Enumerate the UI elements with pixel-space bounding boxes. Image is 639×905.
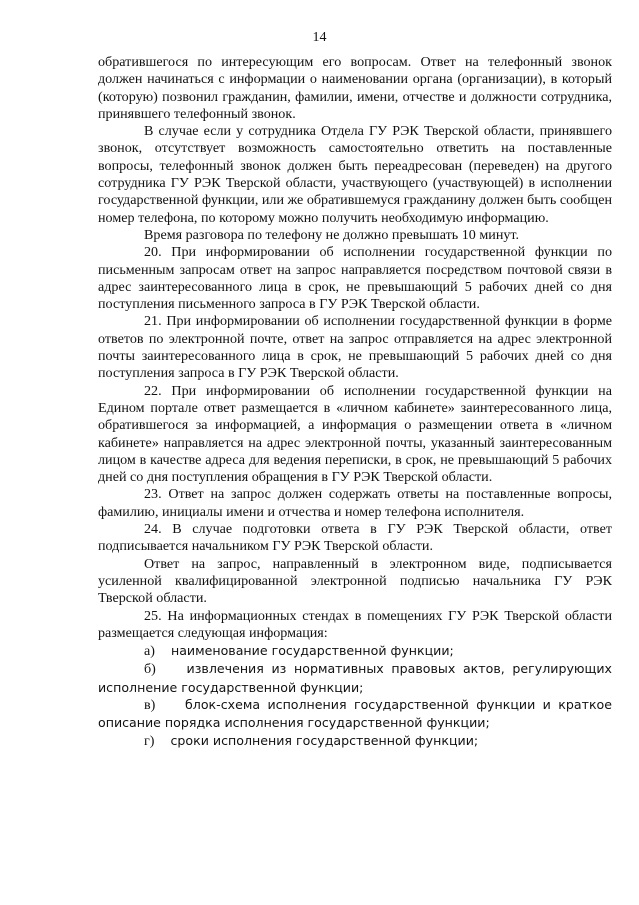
list-marker: б) — [144, 661, 156, 678]
paragraph-continuation: обратившегося по интересующим его вопросам. Ответ на телефонный звонок должен начинаться с информации о наименовании органа (организации), в который (которую) позвонил гражданин, фамилии, имени, отчестве и должности сотрудника, принявшего телефонный звонок. — [98, 54, 612, 122]
paragraph-item-20: 20. При информировании об исполнении государственной функции по письменным запросам ответ на запрос направляется посредством почтовой связи в адрес заинтересованного лица в срок, не превышающий 5 рабочих дней со дня поступления письменного запроса в ГУ РЭК Тверской области. — [98, 244, 612, 313]
paragraph-item-21: 21. При информировании об исполнении государственной функции в форме ответов по электронной почте, ответ на запрос отправляется на адрес электронной почты заинтересованного лица в срок, не превышающий 5 рабочих дней со дня поступления запроса в ГУ РЭК Тверской области. — [98, 313, 612, 382]
paragraph-electronic-signature: Ответ на запрос, направленный в электронном виде, подписывается усиленной квалифицированной электронной подписью начальника ГУ РЭК Тверской области. — [98, 555, 612, 607]
paragraph-item-23: 23. Ответ на запрос должен содержать ответы на поставленные вопросы, фамилию, инициалы имени и отчества и номер телефона исполнителя. — [98, 486, 612, 520]
paragraph-item-25: 25. На информационных стендах в помещениях ГУ РЭК Тверской области размещается следующая информация: — [98, 607, 612, 641]
list-item-text: извлечения из нормативных правовых актов, регулирующих исполнение государственной функции; — [98, 661, 613, 695]
list-item-g — [98, 732, 612, 750]
document-body — [98, 54, 612, 750]
page-number: 14 — [312, 30, 327, 45]
list-marker: а) — [144, 643, 155, 660]
list-item-a — [98, 642, 612, 660]
list-item-text: сроки исполнения государственной функции; — [170, 732, 479, 748]
list-item-text: блок-схема исполнения государственной функции и краткое описание порядка исполнения государственной функции; — [98, 696, 613, 731]
paragraph-item-24: 24. В случае подготовки ответа в ГУ РЭК Тверской области, ответ подписывается начальником ГУ РЭК Тверской области. — [98, 521, 612, 555]
paragraph-item-22: 22. При информировании об исполнении государственной функции на Едином портале ответ размещается в «личном кабинете» заинтересованного лица, обратившегося за информацией, а информация о размещении ответа в «личном кабинете» направляется на адрес электронной почты, указанный заинтересованным лицом в качестве адреса для ведения переписки, в срок, не превышающий 5 рабочих дней со дня поступления обращения в ГУ РЭК Тверской области. — [98, 382, 612, 486]
list-item-b — [98, 660, 612, 696]
paragraph-call-redirect: В случае если у сотрудника Отдела ГУ РЭК Тверской области, принявшего звонок, отсутствует возможность самостоятельно ответить на поставленные вопросы, телефонный звонок должен быть переадресован (переведен) на другого сотрудника ГУ РЭК Тверской области, участвующего (участвующей) в исполнении государственной функции, или же обратившемуся гражданину должен быть сообщен номер телефона, по которому можно получить необходимую информацию. — [98, 123, 612, 226]
paragraph-call-duration: Время разговора по телефону не должно превышать 10 минут. — [144, 226, 520, 243]
list-item-text: наименование государственной функции; — [170, 643, 454, 659]
list-marker: г) — [144, 732, 155, 749]
list-marker: в) — [144, 696, 156, 713]
list-item-v — [98, 696, 612, 732]
